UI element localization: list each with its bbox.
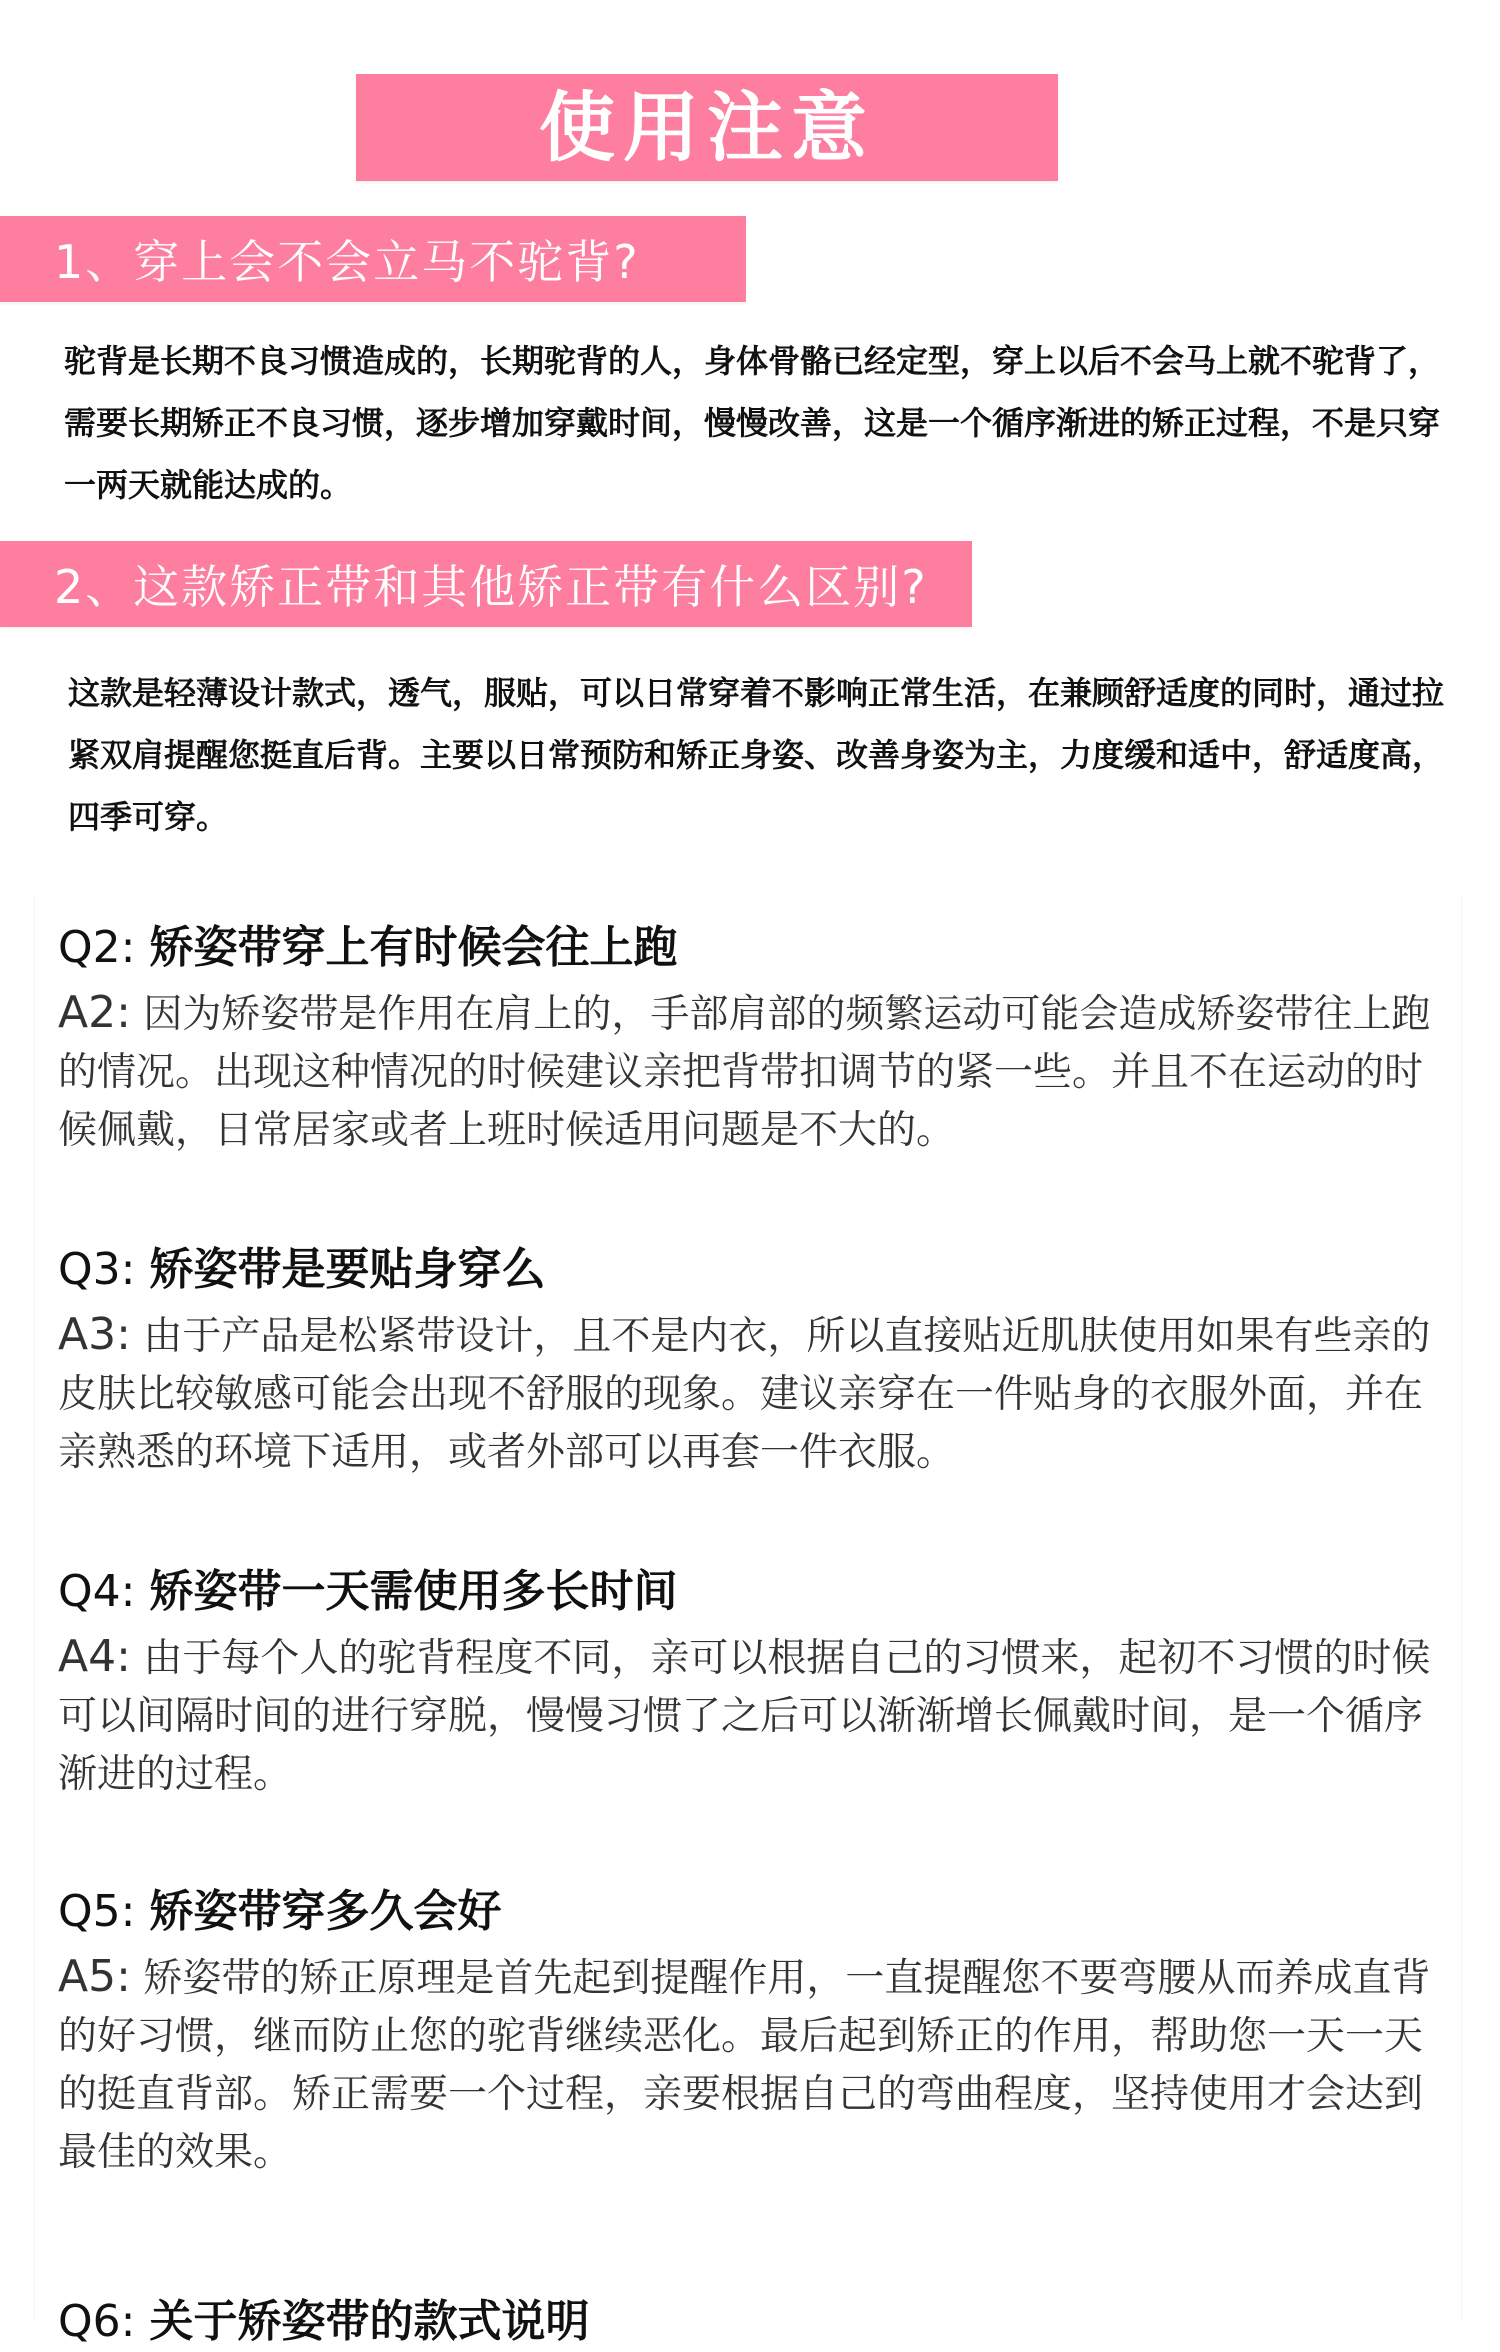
faq-item-q2: [58, 918, 1458, 1160]
section-heading-text: 1、穿上会不会立马不驼背?: [54, 235, 640, 289]
answer-label: A4:: [58, 1631, 131, 1682]
question-label: Q2:: [58, 922, 136, 973]
question-text: 矫姿带是要贴身穿么: [149, 1244, 546, 1295]
faq-answer: [58, 1306, 1458, 1482]
faq-question: [58, 1240, 1458, 1300]
faq-item-q5: [58, 1882, 1458, 2182]
faq-question: [58, 1562, 1458, 1622]
answer-text: 由于每个人的驼背程度不同，亲可以根据自己的习惯来，起初不习惯的时候可以间隔时间的进行穿脱，慢慢习惯了之后可以渐渐增长佩戴时间，是一个循序渐进的过程。: [58, 1636, 1431, 1797]
question-label: Q3:: [58, 1244, 136, 1295]
question-text: 矫姿带穿多久会好: [149, 1886, 502, 1937]
faq-answer: [58, 1628, 1458, 1804]
question-text: 关于矫姿带的款式说明: [149, 2296, 590, 2347]
section-heading-2: [0, 541, 972, 627]
faq-question: [58, 918, 1458, 978]
section-heading-1: [0, 216, 746, 302]
question-text: 矫姿带穿上有时候会往上跑: [149, 922, 678, 973]
answer-label: A3:: [58, 1309, 131, 1360]
faq-question: [58, 1882, 1458, 1942]
title-banner: [356, 74, 1058, 181]
section-body-2: 这款是轻薄设计款式，透气，服贴，可以日常穿着不影响正常生活，在兼顾舒适度的同时，通过拉紧双肩提醒您挺直后背。主要以日常预防和矫正身姿、改善身姿为主，力度缓和适中，舒适度高，四季可穿。: [68, 674, 1445, 836]
faq-item-q4: [58, 1562, 1458, 1804]
faq-item-q6-cut-off: [58, 2292, 589, 2352]
page-title: 使用注意: [539, 82, 875, 172]
question-label: Q6:: [58, 2296, 136, 2347]
answer-text: 因为矫姿带是作用在肩上的，手部肩部的频繁运动可能会造成矫姿带往上跑的情况。出现这种情况的时候建议亲把背带扣调节的紧一些。并且不在运动的时候佩戴，日常居家或者上班时候适用问题是不大的。: [58, 992, 1431, 1153]
faq-answer: [58, 1948, 1458, 2182]
question-label: Q5:: [58, 1886, 136, 1937]
answer-text: 由于产品是松紧带设计，且不是内衣，所以直接贴近肌肤使用如果有些亲的皮肤比较敏感可能会出现不舒服的现象。建议亲穿在一件贴身的衣服外面，并在亲熟悉的环境下适用，或者外部可以再套一件衣服。: [58, 1314, 1431, 1475]
question-label: Q4:: [58, 1566, 136, 1617]
question-text: 矫姿带一天需使用多长时间: [149, 1566, 678, 1617]
section-body-1: 驼背是长期不良习惯造成的，长期驼背的人，身体骨骼已经定型，穿上以后不会马上就不驼背了，需要长期矫正不良习惯，逐步增加穿戴时间，慢慢改善，这是一个循序渐进的矫正过程，不是只穿一两天就能达成的。: [64, 342, 1441, 504]
answer-label: A2:: [58, 987, 131, 1038]
faq-answer: [58, 984, 1458, 1160]
section-heading-text: 2、这款矫正带和其他矫正带有什么区别?: [54, 560, 928, 614]
answer-label: A5:: [58, 1951, 131, 2002]
faq-item-q3: [58, 1240, 1458, 1482]
answer-text: 矫姿带的矫正原理是首先起到提醒作用，一直提醒您不要弯腰从而养成直背的好习惯，继而防止您的驼背继续恶化。最后起到矫正的作用，帮助您一天一天的挺直背部。矫正需要一个过程，亲要根据自己的弯曲程度，坚持使用才会达到最佳的效果。: [58, 1956, 1431, 2175]
